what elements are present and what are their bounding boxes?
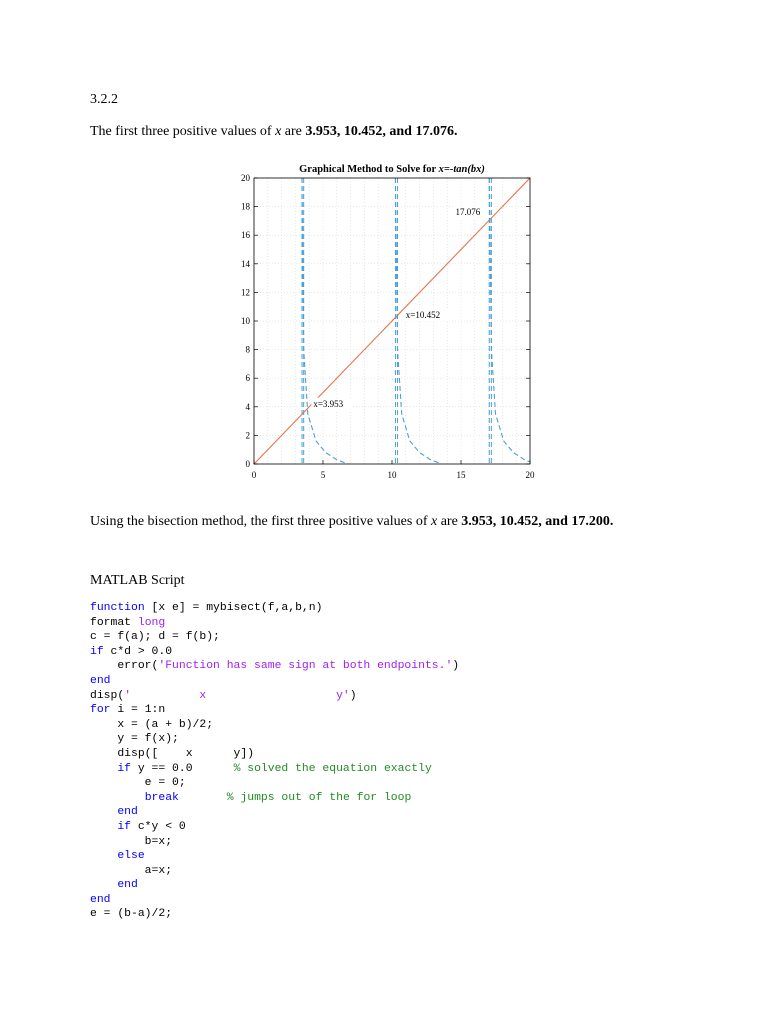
code-token [90, 806, 117, 818]
x-tick-label: 5 [320, 470, 326, 480]
x-tick-label: 15 [456, 470, 466, 480]
code-token: function [90, 602, 145, 614]
chart-svg [228, 158, 540, 486]
code-line [90, 602, 322, 614]
code-line [90, 894, 111, 906]
code-token: end [90, 893, 111, 906]
chart-title [299, 164, 485, 175]
code-token: ' x y' [124, 689, 350, 702]
y-tick-label: 2 [245, 430, 250, 441]
annotation-label: x=3.953 [313, 398, 344, 409]
intro-text-mid: are [281, 124, 306, 139]
y-tick-label: 14 [241, 258, 250, 269]
code-line [90, 777, 186, 789]
intro-values: 3.953, 10.452, and 17.076. [305, 124, 458, 139]
graph-figure [228, 158, 540, 486]
code-token: a=x; [90, 864, 173, 877]
code-line [90, 763, 432, 775]
code-line [90, 719, 213, 731]
x-tick-label: 20 [525, 470, 535, 480]
code-token: error( [90, 660, 159, 673]
code-token: e = (b-a)/2; [90, 908, 173, 921]
y-tick-label: 4 [245, 401, 250, 412]
code-token: c*y < 0 [131, 820, 186, 833]
code-token: end [117, 806, 138, 819]
annotation-label: x=10.452 [405, 310, 441, 321]
code-line [90, 836, 172, 848]
code-token: y = f(x); [90, 733, 179, 746]
x-tick-label: 10 [387, 470, 397, 480]
y-tick-label: 12 [241, 287, 250, 298]
matlab-code-block [90, 601, 459, 922]
intro-text: The first three positive values of [90, 124, 276, 139]
code-token: long [137, 616, 166, 629]
chart-title-equation: x=-tan(bx) [438, 164, 485, 175]
code-line [90, 879, 138, 891]
code-line [90, 660, 459, 672]
bisection-values: 3.953, 10.452, and 17.200. [461, 514, 614, 529]
code-line [90, 850, 145, 862]
annotation-label: 17.076 [455, 207, 481, 218]
code-token: x = (a + b)/2; [90, 718, 214, 731]
code-token: for [90, 704, 111, 717]
code-token: end [90, 674, 111, 687]
code-token: if [90, 645, 104, 658]
code-token: break [144, 791, 179, 804]
code-token: format [90, 616, 138, 629]
y-tick-label: 20 [241, 173, 250, 183]
y-tick-label: 0 [245, 459, 250, 469]
intro-variable: x [275, 124, 282, 139]
intro-paragraph [90, 124, 457, 140]
code-token: % jumps out of the for loop [226, 791, 412, 804]
code-token [90, 821, 117, 833]
code-token [90, 763, 117, 775]
code-line [90, 617, 165, 629]
y-tick-label: 8 [245, 344, 250, 355]
code-token: i = 1:n [110, 704, 166, 717]
code-token: c*d > 0.0 [103, 645, 173, 658]
code-line [90, 792, 411, 804]
y-tick-label: 18 [241, 201, 250, 212]
code-token: else [117, 850, 145, 863]
code-token: if [117, 820, 132, 833]
code-line [90, 704, 165, 716]
code-token [90, 850, 117, 862]
y-tick-label: 16 [241, 230, 250, 241]
y-tick-label: 6 [245, 373, 250, 384]
code-token: [x e] = mybisect(f,a,b,n) [144, 602, 323, 614]
code-line [90, 675, 111, 687]
code-line [90, 733, 179, 745]
code-token: ) [452, 660, 460, 673]
y-tick-label: 10 [241, 316, 250, 326]
code-token: c = f(a); d = f(b); [90, 631, 220, 644]
bisection-text: Using the bisection method, the first three positive values of [90, 514, 431, 529]
code-line [90, 821, 186, 833]
bisection-text-mid: are [437, 514, 462, 529]
section-number: 3.2.2 [90, 92, 118, 107]
code-line [90, 908, 172, 920]
code-token [90, 879, 117, 891]
code-line [90, 865, 172, 877]
code-token: 'Function has same sign at both endpoints.' [158, 660, 453, 673]
script-heading: MATLAB Script [90, 573, 185, 588]
chart-title-text: Graphical Method to Solve for [299, 164, 439, 175]
code-token [179, 792, 227, 804]
code-token: disp([ x y]) [90, 747, 255, 760]
code-line [90, 690, 357, 702]
code-token: % solved the equation exactly [233, 762, 432, 775]
code-token: b=x; [90, 835, 173, 848]
code-line [90, 806, 138, 818]
code-token: ) [349, 689, 357, 702]
code-line [90, 748, 254, 760]
code-line [90, 646, 172, 658]
x-tick-label: 0 [251, 470, 257, 480]
code-token: if [117, 762, 132, 775]
code-token: end [117, 879, 138, 892]
tan-curve-series [489, 178, 530, 462]
code-line [90, 631, 220, 643]
code-token [90, 792, 145, 804]
bisection-variable: x [430, 514, 438, 529]
code-token: disp( [90, 689, 125, 702]
code-token: y == 0.0 [131, 762, 234, 775]
bisection-paragraph [90, 514, 613, 530]
code-token: e = 0; [90, 777, 186, 790]
